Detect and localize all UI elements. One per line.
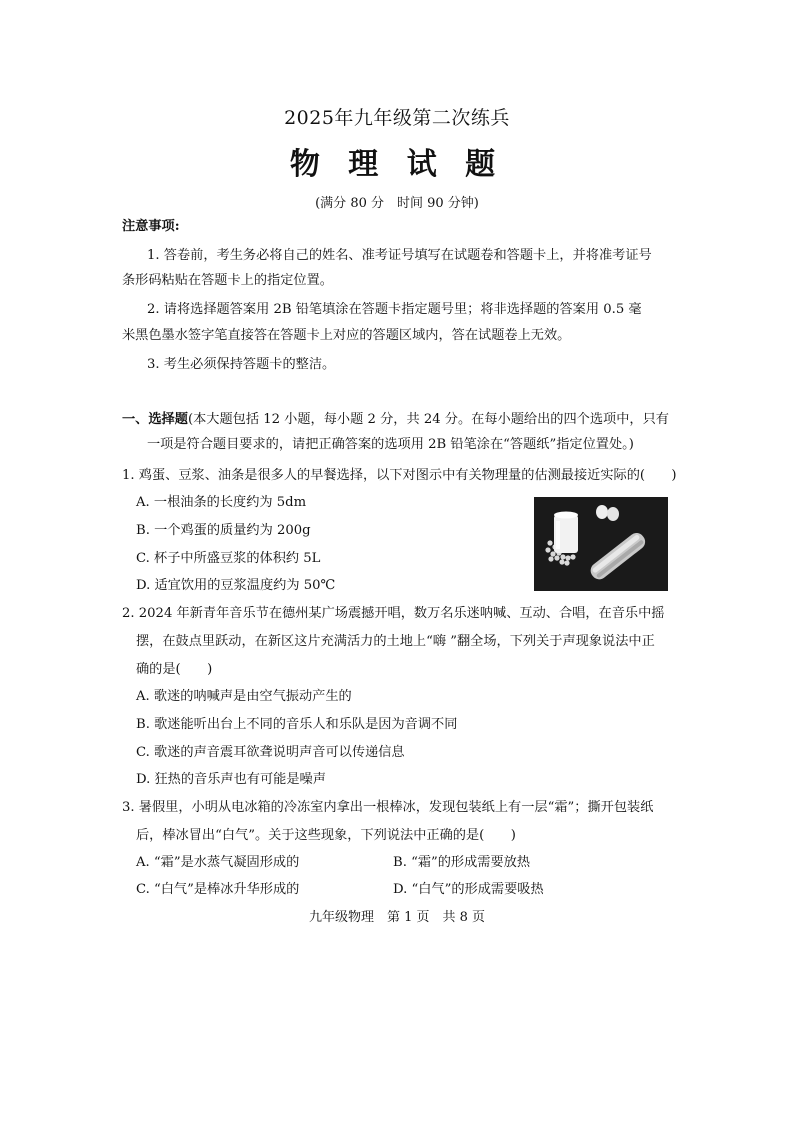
notice-item-3: 3. 考生必须保持答题卡的整洁。 [147, 357, 336, 372]
question-2-option-d: D. 狂热的音乐声也有可能是噪声 [136, 772, 326, 787]
question-2-option-a: A. 歌迷的呐喊声是由空气振动产生的 [136, 689, 352, 704]
notice-item-1-cont: 条形码粘贴在答题卡上的指定位置。 [122, 273, 333, 288]
notice-item-2: 2. 请将选择题答案用 2B 铅笔填涂在答题卡指定题号里；将非选择题的答案用 0.5 毫 [147, 302, 642, 317]
question-1-option-b: B. 一个鸡蛋的质量约为 200g [136, 523, 311, 538]
section-1-heading: 一、选择题 [122, 412, 188, 427]
question-2-option-c: C. 歌迷的声音震耳欲聋说明声音可以传递信息 [136, 745, 405, 760]
section-1-intro-text: (本大题包括 12 小题，每小题 2 分，共 24 分。在每小题给出的四个选项中，只有 [187, 412, 669, 427]
breakfast-photo-illustration [534, 497, 668, 591]
exam-subject: 物 理 试 题 [289, 147, 505, 182]
question-2-stem-line-1: 2. 2024 年新青年音乐节在德州某广场震撼开唱，数万名乐迷呐喊、互动、合唱，在音乐中摇 [122, 606, 665, 621]
question-2-stem-line-2: 摆，在鼓点里跃动，在新区这片充满活力的土地上“嗨 ”翻全场，下列关于声现象说法中正 [136, 634, 655, 649]
question-3-option-a: A. “霜”是水蒸气凝固形成的 [136, 855, 300, 870]
question-2-stem-line-3: 确的是( ) [136, 662, 213, 677]
question-1-option-d: D. 适宜饮用的豆浆温度约为 50℃ [136, 578, 336, 593]
question-3-option-d: D. “白气”的形成需要吸热 [393, 882, 544, 897]
question-1-stem: 1. 鸡蛋、豆浆、油条是很多人的早餐选择，以下对图示中有关物理量的估测最接近实际的( ) [122, 468, 677, 483]
question-1-option-a: A. 一根油条的长度约为 5dm [136, 495, 307, 510]
question-3-stem-line-2: 后，棒冰冒出“白气”。关于这些现象，下列说法中正确的是( ) [136, 828, 516, 843]
section-1-intro [122, 411, 669, 429]
notice-heading: 注意事项: [122, 219, 180, 234]
question-3-option-b: B. “霜”的形成需要放热 [393, 855, 531, 870]
question-1-option-c: C. 杯子中所盛豆浆的体积约 5L [136, 551, 321, 566]
exam-meta: (满分 80 分 时间 90 分钟) [315, 196, 479, 211]
notice-item-1: 1. 答卷前，考生务必将自己的姓名、准考证号填写在试题卷和答题卡上，并将准考证号 [147, 248, 652, 263]
exam-title: 2025年九年级第二次练兵 [284, 107, 510, 129]
breakfast-photo [534, 497, 668, 591]
page-footer: 九年级物理 第 1 页 共 8 页 [308, 910, 486, 925]
question-2-option-b: B. 歌迷能听出台上不同的音乐人和乐队是因为音调不同 [136, 717, 458, 732]
question-3-stem-line-1: 3. 暑假里，小明从电冰箱的冷冻室内拿出一根棒冰，发现包装纸上有一层“霜”；撕开包装纸 [122, 800, 654, 815]
notice-item-2-cont: 米黑色墨水签字笔直接答在答题卡上对应的答题区域内，答在试题卷上无效。 [122, 328, 571, 343]
section-1-intro-cont: 一项是符合题目要求的，请把正确答案的选项用 2B 铅笔涂在“答题纸”指定位置处。) [147, 437, 634, 452]
question-3-option-c: C. “白气”是棒冰升华形成的 [136, 882, 300, 897]
